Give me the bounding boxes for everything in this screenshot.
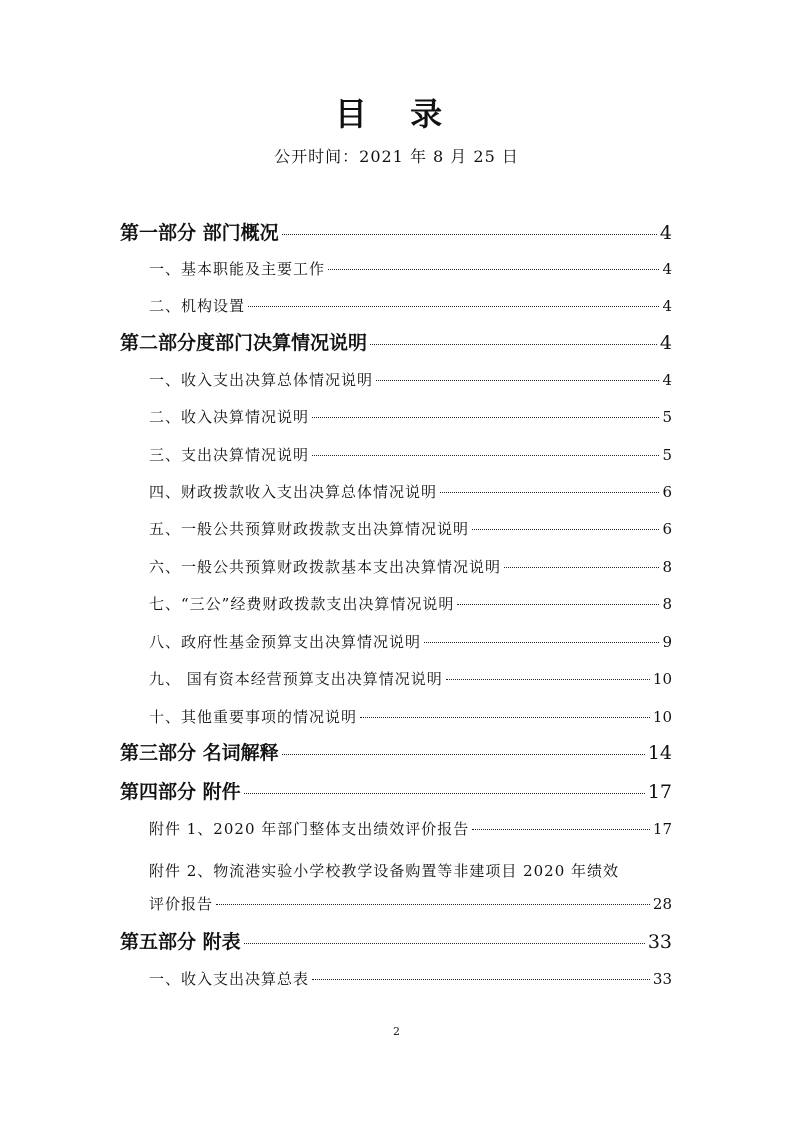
toc-label: 第二部分度部门决算情况说明 <box>120 332 368 354</box>
toc-page: 33 <box>652 970 672 988</box>
toc-section-5[interactable] <box>120 927 672 957</box>
toc-page: 14 <box>647 742 672 764</box>
toc-page: 5 <box>662 446 672 464</box>
toc-item[interactable] <box>149 591 672 617</box>
toc-item[interactable] <box>149 816 672 842</box>
toc-label: 九、 国有资本经营预算支出决算情况说明 <box>149 670 443 688</box>
toc-label: 附件 1、2020 年部门整体支出绩效评价报告 <box>149 820 470 838</box>
dot-leader <box>312 455 659 456</box>
toc-page: 4 <box>659 332 672 354</box>
toc-page: 17 <box>647 781 672 803</box>
dot-leader <box>282 234 657 235</box>
toc-label: 一、收入支出决算总体情况说明 <box>149 371 374 389</box>
toc-section-4[interactable] <box>120 777 672 807</box>
toc-label: 四、财政拨款收入支出决算总体情况说明 <box>149 483 438 501</box>
dot-leader <box>282 754 645 755</box>
dot-leader <box>244 943 645 944</box>
toc-page: 4 <box>662 371 672 389</box>
toc-item[interactable] <box>149 442 672 468</box>
toc-label: 一、基本职能及主要工作 <box>149 260 326 278</box>
toc-label: 评价报告 <box>149 895 214 913</box>
dot-leader <box>457 604 659 605</box>
toc-page: 6 <box>662 483 672 501</box>
dot-leader <box>472 829 650 830</box>
dot-leader <box>376 380 659 381</box>
dot-leader <box>370 344 657 345</box>
toc-page: 28 <box>652 895 672 913</box>
toc-page: 9 <box>662 633 672 651</box>
toc-label: 八、政府性基金预算支出决算情况说明 <box>149 633 422 651</box>
toc-page: 8 <box>662 595 672 613</box>
dot-leader <box>440 492 659 493</box>
toc-page: 5 <box>662 408 672 426</box>
toc-page: 4 <box>659 222 672 244</box>
dot-leader <box>328 269 659 270</box>
dot-leader <box>446 679 650 680</box>
page-number: 2 <box>393 1025 400 1038</box>
dot-leader <box>360 717 650 718</box>
dot-leader <box>312 979 650 980</box>
toc-page: 6 <box>662 520 672 538</box>
toc-item-first-line[interactable]: 附件 2、物流港实验小学校教学设备购置等非建项目 2020 年绩效 <box>149 862 620 880</box>
toc-page: 17 <box>652 820 672 838</box>
toc-page: 4 <box>662 260 672 278</box>
toc-page: 10 <box>652 708 672 726</box>
toc-page: 10 <box>652 670 672 688</box>
toc-label: 一、收入支出决算总表 <box>149 970 310 988</box>
toc-item[interactable] <box>149 479 672 505</box>
toc-item[interactable] <box>149 554 672 580</box>
toc-page: 8 <box>662 558 672 576</box>
toc-item[interactable] <box>149 404 672 430</box>
toc-label: 第四部分 附件 <box>120 781 241 803</box>
toc-label: 五、一般公共预算财政拨款支出决算情况说明 <box>149 520 470 538</box>
toc-item[interactable] <box>149 629 672 655</box>
dot-leader <box>472 529 659 530</box>
document-title: 目 录 <box>334 95 459 133</box>
dot-leader <box>312 417 659 418</box>
toc-label: 十、其他重要事项的情况说明 <box>149 708 358 726</box>
dot-leader <box>248 306 659 307</box>
publish-time: 公开时间：2021 年 8 月 25 日 <box>274 147 519 166</box>
toc-item[interactable] <box>149 704 672 730</box>
toc-page: 4 <box>662 297 672 315</box>
toc-section-1[interactable] <box>120 218 672 248</box>
toc-item[interactable] <box>149 293 672 319</box>
toc-item-continuation[interactable] <box>149 891 672 917</box>
dot-leader <box>216 904 650 905</box>
toc-label: 三、支出决算情况说明 <box>149 446 310 464</box>
toc-section-3[interactable] <box>120 738 672 768</box>
dot-leader <box>504 567 659 568</box>
toc-label: 六、一般公共预算财政拨款基本支出决算情况说明 <box>149 558 502 576</box>
toc-label: 第五部分 附表 <box>120 931 241 953</box>
toc-page: 33 <box>647 931 672 953</box>
dot-leader <box>424 642 659 643</box>
toc-item[interactable] <box>149 256 672 282</box>
toc-label: 二、机构设置 <box>149 297 246 315</box>
toc-label: 二、收入决算情况说明 <box>149 408 310 426</box>
toc-label: 七、“三公”经费财政拨款支出决算情况说明 <box>149 595 455 613</box>
toc-section-2[interactable] <box>120 328 672 358</box>
toc-label: 第一部分 部门概况 <box>120 222 279 244</box>
dot-leader <box>244 793 645 794</box>
toc-item[interactable] <box>149 516 672 542</box>
toc-item[interactable] <box>149 666 672 692</box>
toc-item[interactable] <box>149 966 672 992</box>
toc-label: 第三部分 名词解释 <box>120 742 279 764</box>
toc-item[interactable] <box>149 367 672 393</box>
